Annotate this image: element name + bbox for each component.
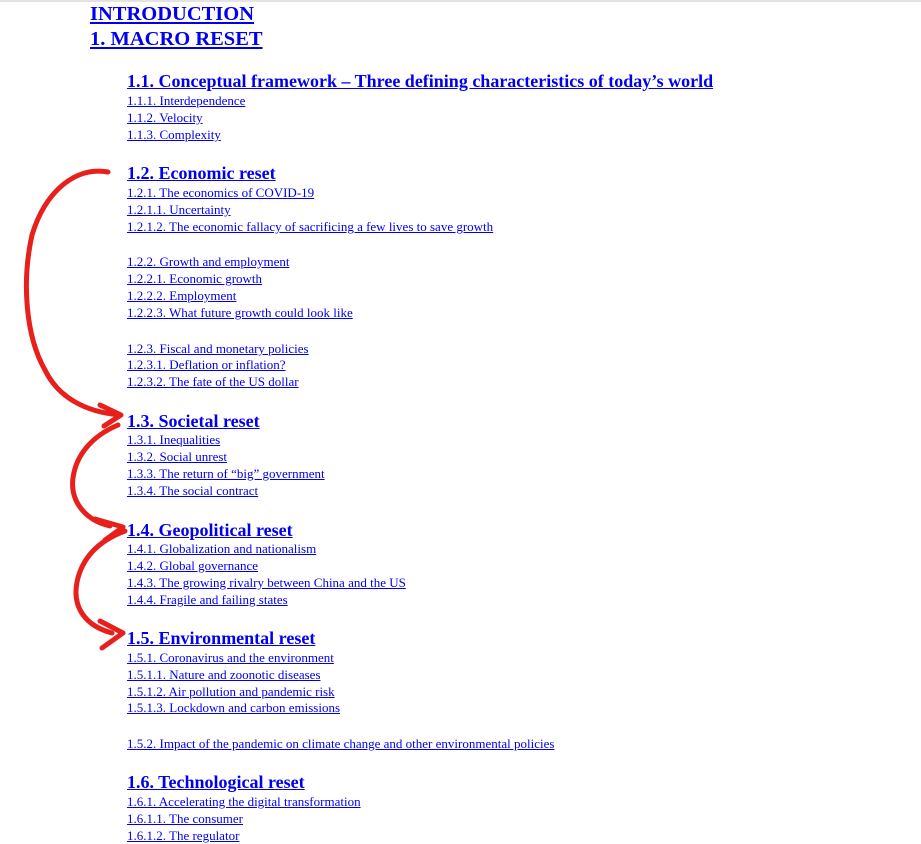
toc-item-1-5-1-3[interactable]: 1.5.1.3. Lockdown and carbon emissions: [127, 700, 341, 715]
toc-item-1-3-2[interactable]: 1.3.2. Social unrest: [127, 449, 228, 464]
arrow-economic-to-societal: [26, 171, 120, 415]
toc-item-1-3-1[interactable]: 1.3.1. Inequalities: [127, 432, 221, 447]
toc-item-1-2-2-2[interactable]: 1.2.2.2. Employment: [127, 288, 237, 303]
toc-heading-1-4[interactable]: 1.4. Geopolitical reset: [127, 520, 293, 540]
toc-item-1-2-1-2[interactable]: 1.2.1.2. The economic fallacy of sacrificing a few lives to save growth: [127, 219, 494, 234]
toc-item-1-5-1[interactable]: 1.5.1. Coronavirus and the environment: [127, 650, 334, 665]
toc-item-1-6-1-1[interactable]: 1.6.1.1. The consumer: [127, 811, 244, 826]
toc-link-introduction[interactable]: INTRODUCTION: [90, 3, 255, 25]
toc-item-1-1-3[interactable]: 1.1.3. Complexity: [127, 127, 221, 142]
toc-item-1-1-1[interactable]: 1.1.1. Interdependence: [127, 93, 246, 108]
arrow-societal-to-geopolitical: [73, 425, 118, 526]
toc-heading-1-2[interactable]: 1.2. Economic reset: [127, 163, 276, 183]
toc-item-1-1-2[interactable]: 1.1.2. Velocity: [127, 110, 203, 125]
toc-item-1-2-3-2[interactable]: 1.2.3.2. The fate of the US dollar: [127, 374, 299, 389]
toc-item-1-3-3[interactable]: 1.3.3. The return of “big” government: [127, 466, 325, 481]
toc-item-1-6-1-2[interactable]: 1.6.1.2. The regulator: [127, 828, 240, 843]
toc-heading-1-6[interactable]: 1.6. Technological reset: [127, 772, 305, 792]
toc-item-1-4-1[interactable]: 1.4.1. Globalization and nationalism: [127, 541, 317, 556]
toc-item-1-5-1-2[interactable]: 1.5.1.2. Air pollution and pandemic risk: [127, 684, 335, 699]
toc-item-1-3-4[interactable]: 1.3.4. The social contract: [127, 483, 259, 498]
toc-item-1-2-3[interactable]: 1.2.3. Fiscal and monetary policies: [127, 341, 309, 356]
toc-item-1-5-1-1[interactable]: 1.5.1.1. Nature and zoonotic diseases: [127, 667, 321, 682]
toc-item-1-2-3-1[interactable]: 1.2.3.1. Deflation or inflation?: [127, 357, 286, 372]
toc-item-1-2-2-1[interactable]: 1.2.2.1. Economic growth: [127, 271, 263, 286]
toc-item-1-4-4[interactable]: 1.4.4. Fragile and failing states: [127, 592, 288, 607]
toc-item-1-2-1[interactable]: 1.2.1. The economics of COVID-19: [127, 185, 315, 200]
toc-heading-1-5[interactable]: 1.5. Environmental reset: [127, 628, 316, 648]
toc-item-1-4-3[interactable]: 1.4.3. The growing rivalry between China and the US: [127, 575, 406, 590]
toc-heading-1-1[interactable]: 1.1. Conceptual framework – Three defining characteristics of today’s world: [127, 71, 714, 91]
toc-heading-1-3[interactable]: 1.3. Societal reset: [127, 411, 260, 431]
toc-item-1-6-1[interactable]: 1.6.1. Accelerating the digital transformation: [127, 794, 361, 809]
arrow-geopolitical-to-environmental: [76, 531, 125, 633]
toc-item-1-5-2[interactable]: 1.5.2. Impact of the pandemic on climate change and other environmental policies: [127, 736, 555, 751]
toc-item-1-2-2[interactable]: 1.2.2. Growth and employment: [127, 254, 290, 269]
toc-item-1-4-2[interactable]: 1.4.2. Global governance: [127, 558, 259, 573]
toc-item-1-2-1-1[interactable]: 1.2.1.1. Uncertainty: [127, 202, 231, 217]
toc-item-1-2-2-3[interactable]: 1.2.2.3. What future growth could look like: [127, 305, 353, 320]
toc-link-macro-reset[interactable]: 1. MACRO RESET: [90, 28, 263, 50]
